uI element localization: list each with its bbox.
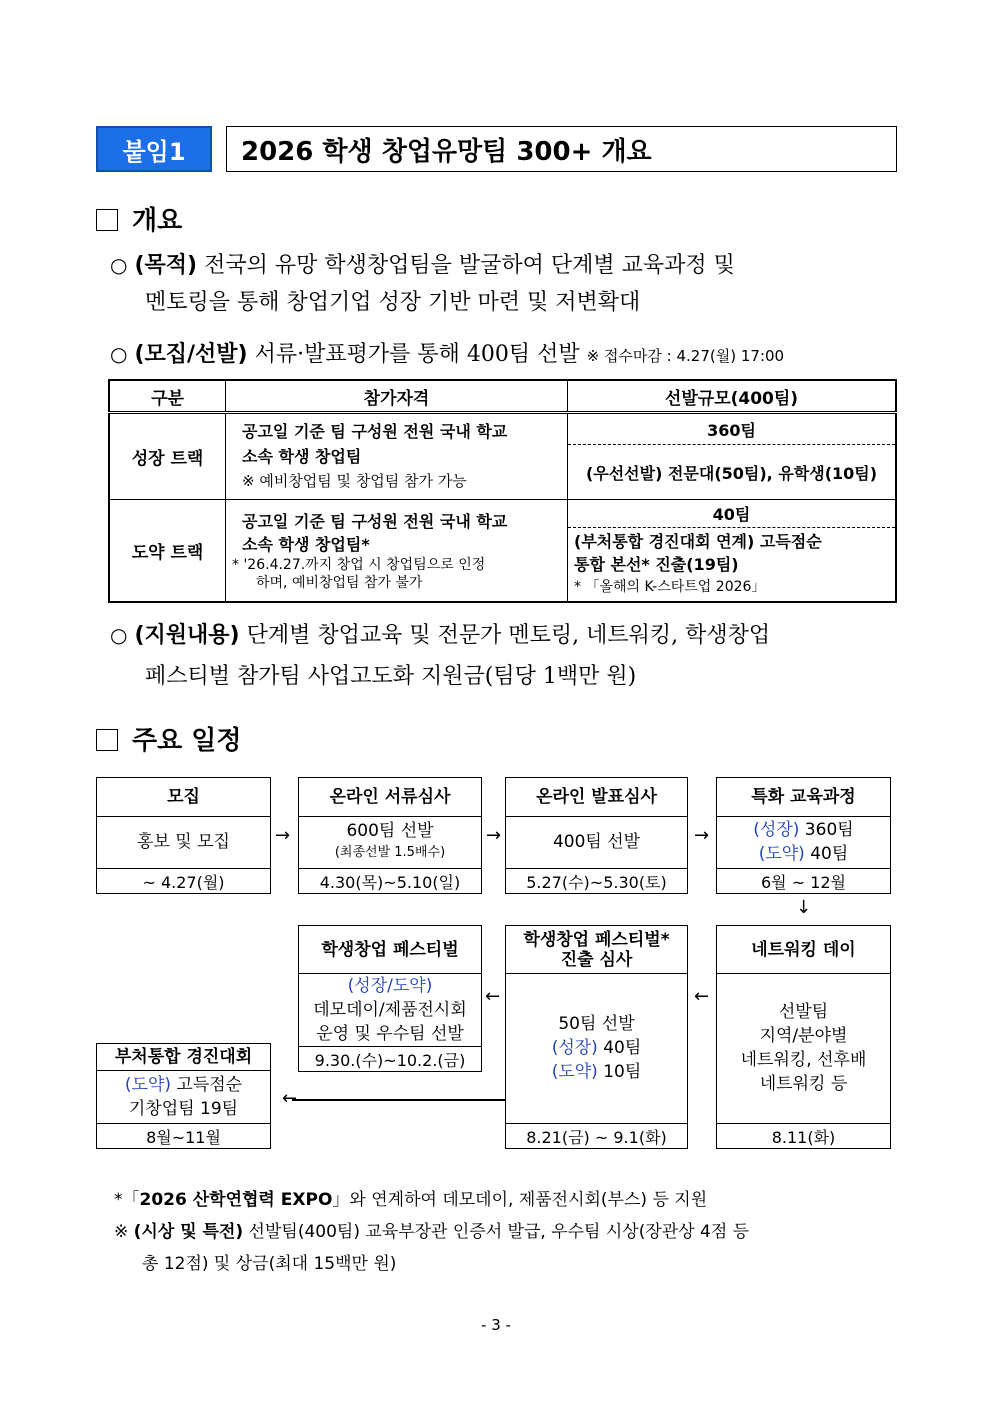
step-title: 모집 xyxy=(97,778,270,817)
schedule-step-presentation-review xyxy=(505,777,688,894)
support-text-1: 단계별 창업교육 및 전문가 멘토링, 네트워킹, 학생창업 xyxy=(246,623,771,648)
priority-cell xyxy=(568,528,897,603)
step-body-text: 600팀 선발 xyxy=(346,821,434,841)
circle-bullet-icon: ○ xyxy=(110,623,128,647)
support-line-2 xyxy=(145,660,905,694)
support-text-2: 페스티벌 참가팀 사업고도화 지원금(팀당 1백만 원) xyxy=(145,664,637,689)
step-date: 8.11(화) xyxy=(717,1123,890,1148)
track-name: 도약 트랙 xyxy=(109,500,226,603)
step-body-text: 360팀 xyxy=(799,820,854,840)
support-label: (지원내용) xyxy=(134,623,240,648)
schedule-step-document-review xyxy=(298,777,482,894)
step-date: 9.30.(수)~10.2.(금) xyxy=(299,1046,481,1071)
qualification-line: 소속 학생 창업팀* xyxy=(242,534,370,554)
table-header-row xyxy=(109,380,896,413)
step-body-text: 40팀 xyxy=(597,1038,642,1058)
step-body-text: 데모데이/제품전시회 xyxy=(313,999,467,1020)
recruit-label: (모집/선발) xyxy=(134,342,248,367)
schedule-step-competition xyxy=(96,1043,271,1149)
col-header: 구분 xyxy=(109,380,226,413)
track-tag: (성장) xyxy=(551,1038,598,1058)
footnote-bold: 2026 산학연협력 EXPO xyxy=(139,1190,333,1210)
priority-line: (부처통합 경진대회 연계) 고득점순 xyxy=(574,532,822,551)
step-body-text: 10팀 xyxy=(597,1062,642,1082)
schedule-step-recruit xyxy=(96,777,271,894)
step-title: 학생창업 페스티벌 xyxy=(299,926,481,974)
table-row-leap xyxy=(109,500,896,528)
schedule-step-festival-review xyxy=(505,925,688,1149)
track-count: 40팀 xyxy=(568,500,897,528)
step-body xyxy=(506,973,687,1123)
schedule-step-education xyxy=(716,777,891,894)
track-tag: (도약) xyxy=(758,844,805,864)
arrow-left-icon: ← xyxy=(282,1088,298,1109)
step-date: 8월~11월 xyxy=(97,1123,270,1148)
step-body xyxy=(506,816,687,868)
qualification-note: 하며, 예비창업팀 참가 불가 xyxy=(256,574,423,591)
step-date: 5.27(수)~5.30(토) xyxy=(506,868,687,893)
step-body-text: 네트워킹 등 xyxy=(759,1074,848,1094)
recruit-note: ※ 접수마감 : 4.27(월) 17:00 xyxy=(586,347,785,365)
step-title-line: 학생창업 페스티벌* xyxy=(523,929,670,950)
footnote-awards xyxy=(114,1217,904,1242)
section-heading: 주요 일정 xyxy=(132,726,242,756)
priority-line: 통합 본선* 진출(19팀) xyxy=(574,555,739,574)
track-count: 360팀 xyxy=(568,413,897,445)
section-overview xyxy=(96,200,182,237)
step-title: 부처통합 경진대회 xyxy=(97,1044,270,1071)
step-body-text: 네트워킹, 선후배 xyxy=(740,1050,867,1070)
step-title: 온라인 서류심사 xyxy=(299,778,481,817)
col-header: 참가자격 xyxy=(226,380,568,413)
purpose-label: (목적) xyxy=(134,253,198,278)
step-body-text: 400팀 선발 xyxy=(552,832,641,852)
footnote-awards-line-2 xyxy=(142,1249,902,1274)
arrow-line xyxy=(292,1099,505,1101)
attachment-badge: 붙임1 xyxy=(96,126,212,172)
qualification-line: 공고일 기준 팀 구성원 전원 국내 학교 xyxy=(242,422,508,441)
step-body-text: 홍보 및 모집 xyxy=(137,832,230,852)
step-body-text: 40팀 xyxy=(804,844,849,864)
step-date: ~ 4.27(월) xyxy=(97,868,270,893)
arrow-left-icon: ← xyxy=(694,986,710,1007)
checkbox-square-icon xyxy=(96,209,118,231)
col-header: 선발규모(400팀) xyxy=(568,380,897,413)
arrow-right-icon: → xyxy=(694,825,710,846)
step-date: 4.30(목)~5.10(일) xyxy=(299,868,481,893)
qualification-cell xyxy=(226,500,568,603)
table-footnote: * 「올해의 K-스타트업 2026」 xyxy=(574,579,766,595)
qualification-cell xyxy=(226,413,568,500)
footnote-text: 」와 연계하여 데모데이, 제품전시회(부스) 등 지원 xyxy=(332,1190,708,1210)
track-tag: (도약) xyxy=(124,1074,171,1095)
footnote-mark: ※ xyxy=(114,1222,129,1242)
selection-table xyxy=(108,379,897,603)
section-heading: 개요 xyxy=(132,206,183,236)
step-body xyxy=(717,973,890,1123)
footnote-expo xyxy=(114,1185,904,1210)
footnote-text: 선발팀(400팀) 교육부장관 인증서 발급, 우수팀 시상(장관상 4점 등 xyxy=(243,1222,750,1242)
schedule-step-networking xyxy=(716,925,891,1149)
page-title: 2026 학생 창업유망팀 300+ 개요 xyxy=(226,126,897,172)
purpose-paragraph xyxy=(110,248,900,283)
checkbox-square-icon xyxy=(96,729,118,751)
priority-selection: (우선선발) 전문대(50팀), 유학생(10팀) xyxy=(568,445,897,500)
track-tag: (도약) xyxy=(551,1062,598,1082)
step-title: 특화 교육과정 xyxy=(717,778,890,817)
step-date: 8.21(금) ~ 9.1(화) xyxy=(506,1123,687,1148)
step-body-text: 기창업팀 19팀 xyxy=(128,1098,239,1119)
arrow-right-icon: → xyxy=(275,825,291,846)
section-schedule xyxy=(96,720,242,757)
qualification-line: 공고일 기준 팀 구성원 전원 국내 학교 xyxy=(242,511,508,531)
arrow-left-icon: ← xyxy=(485,986,501,1007)
recruit-text: 서류·발표평가를 통해 400팀 선발 xyxy=(254,342,580,367)
track-tag: (성장) xyxy=(753,820,800,840)
footnote-bold: (시상 및 특전) xyxy=(133,1222,244,1242)
step-title: 네트워킹 데이 xyxy=(717,926,890,974)
step-body-text: 선발팀 xyxy=(778,1002,829,1022)
recruit-paragraph xyxy=(110,337,910,373)
purpose-text-1: 전국의 유망 학생창업팀을 발굴하여 단계별 교육과정 및 xyxy=(204,253,735,278)
step-body xyxy=(717,816,890,868)
footnote-mark: *「 xyxy=(114,1190,140,1210)
footnote-text: 총 12점) 및 상금(최대 15백만 원) xyxy=(142,1254,397,1274)
step-body-sub: (최종선발 1.5배수) xyxy=(334,845,446,860)
table-row-growth xyxy=(109,413,896,445)
step-body xyxy=(97,816,270,868)
step-title xyxy=(506,926,687,974)
schedule-step-festival xyxy=(298,925,482,1072)
step-body xyxy=(299,973,481,1046)
step-body-text: 운영 및 우수팀 선발 xyxy=(316,1023,464,1044)
circle-bullet-icon: ○ xyxy=(110,342,128,366)
qualification-note: * '26.4.27.까지 창업 시 창업팀으로 인정 xyxy=(232,556,486,573)
track-name: 성장 트랙 xyxy=(109,413,226,500)
step-body-text: 50팀 선발 xyxy=(558,1014,635,1034)
step-body xyxy=(97,1070,270,1123)
step-date: 6월 ~ 12월 xyxy=(717,868,890,893)
qualification-line: 소속 학생 창업팀 xyxy=(242,447,362,466)
arrow-down-icon: ↓ xyxy=(796,897,812,918)
circle-bullet-icon: ○ xyxy=(110,253,128,277)
arrow-right-icon: → xyxy=(486,825,502,846)
step-body-text: 고득점순 xyxy=(171,1074,243,1095)
support-paragraph xyxy=(110,618,910,653)
purpose-text-2: 멘토링을 통해 창업기업 성장 기반 마련 및 저변확대 xyxy=(145,290,641,315)
step-body-text: 지역/분야별 xyxy=(759,1026,848,1046)
page-number: - 3 - xyxy=(481,1316,511,1334)
step-body xyxy=(299,816,481,868)
step-title: 온라인 발표심사 xyxy=(506,778,687,817)
qualification-note: ※ 예비창업팀 및 창업팀 참가 가능 xyxy=(242,472,467,490)
purpose-line-2 xyxy=(145,286,905,320)
step-title-line: 진출 심사 xyxy=(560,949,633,970)
track-tag: (성장/도약) xyxy=(347,975,433,996)
